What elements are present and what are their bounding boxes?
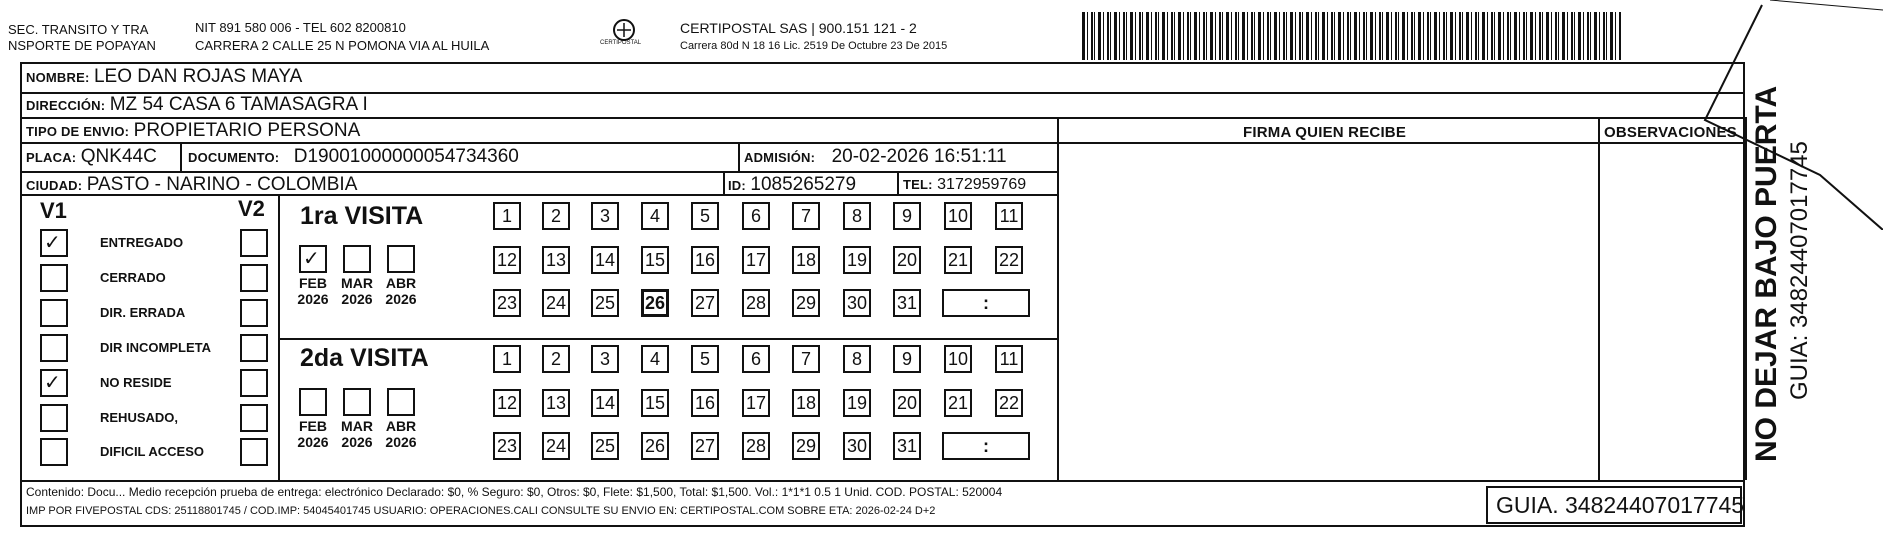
day-box[interactable]: 2	[542, 345, 570, 373]
v2-checkbox[interactable]	[240, 438, 268, 466]
v2-checkbox[interactable]	[240, 229, 268, 257]
observaciones-header: OBSERVACIONES	[1604, 124, 1737, 141]
month-name: MAR	[341, 418, 373, 434]
month-year: 2026	[297, 434, 329, 450]
day-box[interactable]: 6	[742, 345, 770, 373]
status-label: ENTREGADO	[100, 235, 184, 250]
day-box[interactable]: 18	[792, 246, 820, 274]
placa-value: QNK44C	[80, 146, 157, 167]
month-checkbox[interactable]	[387, 245, 415, 273]
day-box[interactable]: 19	[843, 389, 871, 417]
company-line-2: Carrera 80d N 18 16 Lic. 2519 De Octubre 23 De 2015	[680, 40, 948, 52]
status-label: CERRADO	[100, 270, 166, 285]
v1-checkbox[interactable]	[40, 369, 68, 397]
tipo-row	[26, 120, 360, 142]
day-box[interactable]: 5	[691, 202, 719, 230]
day-box[interactable]: 23	[493, 289, 521, 317]
day-box[interactable]: 31	[893, 289, 921, 317]
tipo-value: PROPIETARIO PERSONA	[133, 120, 361, 141]
day-box[interactable]: 28	[742, 432, 770, 460]
admision-value: 20-02-2026 16:51:11	[831, 146, 1007, 167]
day-box[interactable]: 5	[691, 345, 719, 373]
status-label: REHUSADO,	[100, 410, 179, 425]
day-box[interactable]: 20	[893, 246, 921, 274]
day-box[interactable]: 14	[591, 389, 619, 417]
check-mark-icon: ✓	[44, 230, 61, 254]
logo-text: CERTIPOSTAL	[600, 40, 642, 46]
month-label	[379, 418, 423, 450]
v2-checkbox[interactable]	[240, 264, 268, 292]
month-year: 2026	[297, 291, 329, 307]
day-box[interactable]: 27	[691, 432, 719, 460]
admision-label: ADMISIÓN:	[744, 150, 816, 165]
status-label: DIR. ERRADA	[100, 305, 186, 320]
day-box[interactable]: 23	[493, 432, 521, 460]
day-box[interactable]: 7	[792, 345, 820, 373]
v1-checkbox[interactable]	[40, 264, 68, 292]
direccion-value: MZ 54 CASA 6 TAMASAGRA I	[109, 94, 368, 115]
day-box[interactable]: 12	[493, 389, 521, 417]
day-box[interactable]: 15	[641, 389, 669, 417]
company-line-1: CERTIPOSTAL SAS | 900.151 121 - 2	[680, 20, 917, 36]
barcode	[1082, 12, 1622, 60]
v1-label: V1	[40, 198, 67, 223]
month-name: MAR	[341, 275, 373, 291]
month-label	[291, 418, 335, 450]
month-label	[379, 275, 423, 307]
month-name: FEB	[299, 418, 327, 434]
time-box[interactable]: :	[942, 432, 1030, 460]
day-box[interactable]: 17	[742, 389, 770, 417]
month-checkbox[interactable]	[299, 388, 327, 416]
month-label	[335, 275, 379, 307]
status-label: DIR INCOMPLETA	[100, 340, 211, 355]
day-box[interactable]: 10	[944, 202, 972, 230]
sender-line-2: NSPORTE DE POPAYAN	[8, 38, 156, 53]
day-box[interactable]: 1	[493, 202, 521, 230]
firma-header: FIRMA QUIEN RECIBE	[1243, 124, 1407, 141]
day-box[interactable]: 25	[591, 289, 619, 317]
direccion-label: DIRECCIÓN:	[26, 98, 106, 113]
sender-nit: NIT 891 580 006 - TEL 602 8200810	[195, 20, 406, 35]
id-value: 1085265279	[750, 174, 857, 195]
month-year: 2026	[341, 291, 373, 307]
tel-row	[903, 176, 1026, 194]
nombre-label: NOMBRE:	[26, 70, 90, 85]
day-box[interactable]: 4	[641, 345, 669, 373]
day-box[interactable]: 20	[893, 389, 921, 417]
time-box[interactable]: :	[942, 289, 1030, 317]
guia-box-text: GUIA. 34824407017745	[1496, 492, 1745, 518]
v1-checkbox[interactable]	[40, 334, 68, 362]
documento-row	[188, 146, 519, 168]
month-label	[335, 418, 379, 450]
documento-value: D19001000000054734360	[293, 146, 519, 167]
day-box[interactable]: 21	[944, 246, 972, 274]
day-box[interactable]: 22	[995, 246, 1023, 274]
v1-checkbox[interactable]	[40, 229, 68, 257]
ciudad-row	[26, 174, 357, 196]
day-box[interactable]: 6	[742, 202, 770, 230]
day-box[interactable]: 21	[944, 389, 972, 417]
second-visit-title: 2da VISITA	[300, 344, 429, 372]
footer-line-2: IMP POR FIVEPOSTAL CDS: 25118801745 / COD.IMP: 54045401745 USUARIO: OPERACIONES.CALI CONSULTE SU ENVIO EN: CERTIPOSTAL.COM SOBRE ETA: 2026-02-24 D+2	[26, 505, 936, 517]
tel-label: TEL:	[903, 177, 933, 192]
day-box[interactable]: 16	[691, 389, 719, 417]
day-box[interactable]: 30	[843, 432, 871, 460]
direccion-row	[26, 94, 368, 116]
ciudad-value: PASTO - NARINO - COLOMBIA	[86, 174, 358, 195]
month-checkbox[interactable]	[299, 245, 327, 273]
id-row	[728, 174, 856, 196]
placa-label: PLACA:	[26, 150, 77, 165]
day-box[interactable]: 11	[995, 345, 1023, 373]
day-box[interactable]: 9	[893, 345, 921, 373]
day-box[interactable]: 3	[591, 202, 619, 230]
day-box[interactable]: 24	[542, 289, 570, 317]
first-visit-title: 1ra VISITA	[300, 202, 424, 230]
status-label: DIFICIL ACCESO	[100, 444, 205, 459]
day-box[interactable]: 29	[792, 289, 820, 317]
month-name: ABR	[385, 418, 417, 434]
day-box[interactable]: 12	[493, 246, 521, 274]
day-box[interactable]: 26	[641, 289, 669, 317]
month-year: 2026	[385, 291, 417, 307]
day-box[interactable]: 14	[591, 246, 619, 274]
v1-checkbox[interactable]	[40, 299, 68, 327]
company-logo	[600, 16, 642, 48]
side-guia: GUIA: 34824407017745	[1786, 141, 1813, 400]
v1-checkbox[interactable]	[40, 438, 68, 466]
id-label: ID:	[728, 178, 746, 193]
month-checkbox[interactable]	[343, 245, 371, 273]
day-box[interactable]: 25	[591, 432, 619, 460]
check-mark-icon: ✓	[303, 246, 320, 270]
day-box[interactable]: 16	[691, 246, 719, 274]
day-box[interactable]: 24	[542, 432, 570, 460]
side-warning: NO DEJAR BAJO PUERTA	[1750, 85, 1783, 462]
day-box[interactable]: 8	[843, 345, 871, 373]
day-box[interactable]: 29	[792, 432, 820, 460]
v1-checkbox[interactable]	[40, 404, 68, 432]
day-box[interactable]: 9	[893, 202, 921, 230]
admision-row	[744, 146, 1007, 168]
day-box[interactable]: 17	[742, 246, 770, 274]
placa-row	[26, 146, 157, 168]
month-checkbox[interactable]	[387, 388, 415, 416]
day-box[interactable]: 15	[641, 246, 669, 274]
v2-label: V2	[238, 196, 265, 221]
day-box[interactable]: 11	[995, 202, 1023, 230]
ciudad-label: CIUDAD:	[26, 178, 83, 193]
month-name: FEB	[299, 275, 327, 291]
day-box[interactable]: 4	[641, 202, 669, 230]
day-box[interactable]: 1	[493, 345, 521, 373]
v2-checkbox[interactable]	[240, 369, 268, 397]
sender-line-1: SEC. TRANSITO Y TRA	[8, 22, 149, 37]
v2-checkbox[interactable]	[240, 404, 268, 432]
day-box[interactable]: 8	[843, 202, 871, 230]
day-box[interactable]: 2	[542, 202, 570, 230]
day-box[interactable]: 7	[792, 202, 820, 230]
nombre-value: LEO DAN ROJAS MAYA	[93, 66, 303, 87]
documento-label: DOCUMENTO:	[188, 150, 280, 165]
month-name: ABR	[385, 275, 417, 291]
month-checkbox[interactable]	[343, 388, 371, 416]
day-box[interactable]: 10	[944, 345, 972, 373]
day-box[interactable]: 18	[792, 389, 820, 417]
nombre-row	[26, 66, 302, 88]
tel-value: 3172959769	[937, 176, 1027, 193]
day-box[interactable]: 13	[542, 246, 570, 274]
v2-checkbox[interactable]	[240, 299, 268, 327]
month-label	[291, 275, 335, 307]
day-box[interactable]: 19	[843, 246, 871, 274]
day-box[interactable]: 30	[843, 289, 871, 317]
day-box[interactable]: 27	[691, 289, 719, 317]
day-box[interactable]: 31	[893, 432, 921, 460]
v2-checkbox[interactable]	[240, 334, 268, 362]
day-box[interactable]: 3	[591, 345, 619, 373]
day-box[interactable]: 13	[542, 389, 570, 417]
check-mark-icon: ✓	[44, 370, 61, 394]
sender-address: CARRERA 2 CALLE 25 N POMONA VIA AL HUILA	[195, 38, 490, 53]
day-box[interactable]: 28	[742, 289, 770, 317]
day-box[interactable]: 22	[995, 389, 1023, 417]
month-year: 2026	[385, 434, 417, 450]
month-year: 2026	[341, 434, 373, 450]
footer-line-1: Contenido: Docu... Medio recepción prueba de entrega: electrónico Declarado: $0, % Seguro: $0, Otros: $0, Flete: $1,500, Total: $1,500. Vol.: 1*1*1 0.5 1 Unid. COD. POSTAL: 520004	[26, 485, 1003, 499]
status-label: NO RESIDE	[100, 375, 172, 390]
day-box[interactable]: 26	[641, 432, 669, 460]
tipo-label: TIPO DE ENVIO:	[26, 124, 130, 139]
